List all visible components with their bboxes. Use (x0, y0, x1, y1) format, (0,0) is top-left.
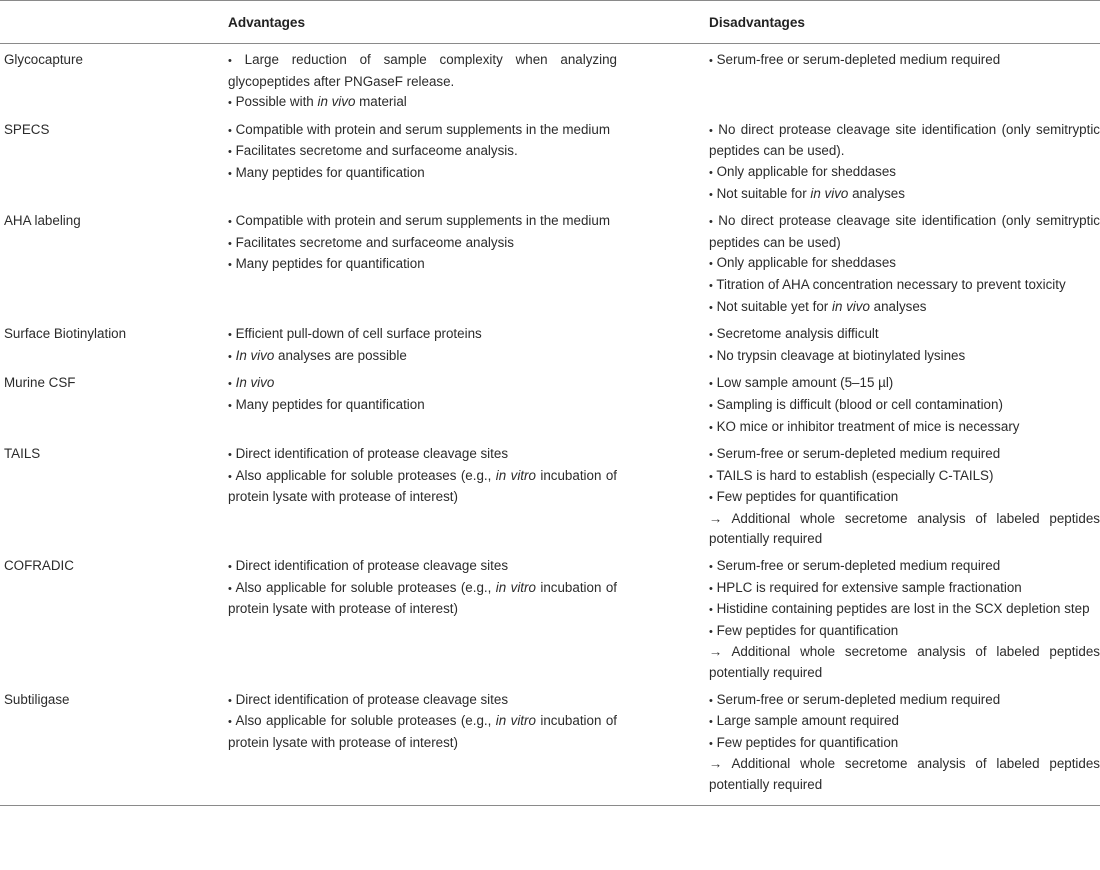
list-item-text: Only applicable for sheddases (716, 163, 896, 179)
table-row (0, 205, 1100, 318)
bullet-icon: • (228, 470, 232, 483)
list-item (228, 211, 617, 233)
disadvantages-list (709, 556, 1100, 684)
advantages-list (228, 556, 617, 620)
list-item (709, 417, 1100, 439)
disadvantages-list (709, 324, 1100, 367)
header-method (0, 1, 228, 44)
bullet-icon: • (709, 378, 713, 391)
bullet-icon: • (228, 216, 232, 229)
list-item (709, 211, 1100, 253)
list-item (709, 509, 1100, 550)
disadvantages-cell (709, 438, 1100, 550)
list-item-text: Many peptides for quantification (235, 396, 425, 412)
advantages-cell (228, 318, 709, 367)
list-item (228, 466, 617, 508)
bullet-icon: • (709, 55, 713, 67)
list-item (228, 120, 617, 142)
list-item (709, 487, 1100, 509)
bullet-icon: • (709, 301, 713, 314)
list-item-text: Direct identification of protease cleavage sites (235, 558, 509, 574)
list-item-text: Facilitates secretome and surfaceome analysis (235, 234, 514, 250)
list-item (709, 324, 1100, 346)
list-item (709, 578, 1100, 600)
advantages-list (228, 120, 617, 185)
list-item-text: Histidine containing peptides are lost in the SCX depletion step (716, 601, 1090, 617)
header-disadvantages: Disadvantages (709, 1, 1100, 44)
list-item-text: Also applicable for soluble proteases (e.g., in vitro incubation of protein lysate with protease of interest) (228, 579, 617, 617)
list-item-text: HPLC is required for extensive sample fractionation (716, 579, 1022, 595)
list-item (709, 253, 1100, 275)
list-item-text: Serum-free or serum-depleted medium required (716, 691, 1001, 707)
list-item-text: TAILS is hard to establish (especially C-TAILS) (716, 467, 994, 483)
list-item-text: Few peptides for quantification (716, 489, 899, 505)
list-item-text: No direct protease cleavage site identification (only semitryptic peptides can be used). (709, 121, 1100, 159)
list-item-text: Also applicable for soluble proteases (e.g., in vitro incubation of protein lysate with protease of interest) (228, 713, 617, 750)
list-item (709, 346, 1100, 368)
list-item (709, 711, 1100, 733)
list-item-text: Serum-free or serum-depleted medium required (716, 446, 1001, 462)
bullet-icon: • (228, 694, 232, 707)
disadvantages-cell (709, 114, 1100, 205)
bullet-icon: • (709, 421, 713, 434)
disadvantages-list (709, 120, 1100, 205)
list-item (709, 373, 1100, 395)
list-item-text: Few peptides for quantification (716, 622, 899, 638)
bullet-icon: • (228, 237, 232, 250)
bullet-icon: • (709, 694, 713, 707)
bullet-icon: • (228, 167, 232, 180)
list-item-text: Large sample amount required (716, 713, 899, 729)
bullet-icon: • (709, 216, 713, 229)
list-item-text: In vivo (235, 375, 275, 391)
list-item-text: Compatible with protein and serum supplements in the medium (235, 121, 610, 137)
list-item-text: Many peptides for quantification (235, 164, 425, 180)
bullet-icon: • (709, 625, 713, 638)
bullet-icon: • (709, 350, 713, 363)
table-body (0, 44, 1100, 806)
advantages-list (228, 373, 617, 416)
list-item (228, 141, 617, 163)
list-item (228, 690, 617, 712)
list-item-text: Sampling is difficult (blood or cell contamination) (716, 396, 1003, 412)
list-item (709, 754, 1100, 795)
advantages-list (228, 211, 617, 276)
bullet-icon: • (228, 449, 232, 462)
list-item (228, 324, 617, 346)
bullet-icon: • (228, 399, 232, 412)
bullet-icon: • (709, 279, 713, 292)
bullet-icon: • (228, 146, 232, 159)
bullet-icon: • (228, 259, 232, 272)
list-item-text: KO mice or inhibitor treatment of mice is necessary (716, 418, 1020, 434)
list-item-text: Only applicable for sheddases (716, 255, 896, 271)
table-row (0, 550, 1100, 684)
method-cell: Subtiligase (0, 684, 228, 805)
list-item (228, 395, 617, 417)
list-item (709, 275, 1100, 297)
bullet-icon: • (709, 449, 713, 462)
list-item-text: Low sample amount (5–15 µl) (716, 375, 894, 391)
table-row (0, 684, 1100, 805)
arrow-icon: → (709, 644, 723, 660)
list-item (709, 690, 1100, 712)
table-row (0, 367, 1100, 438)
advantages-list (228, 444, 617, 508)
method-cell: SPECS (4, 121, 50, 137)
method-cell: TAILS (4, 446, 41, 462)
disadvantages-cell (709, 550, 1100, 684)
bullet-icon: • (709, 492, 713, 505)
bullet-icon: • (709, 399, 713, 412)
list-item (228, 373, 617, 395)
bullet-icon: • (228, 350, 232, 363)
list-item-text: Efficient pull-down of cell surface proteins (235, 326, 482, 342)
list-item (709, 444, 1100, 466)
list-item-text: No direct protease cleavage site identification (only semitryptic peptides can be used) (709, 213, 1100, 250)
bullet-icon: • (228, 716, 232, 729)
list-item (709, 466, 1100, 488)
bullet-icon: • (228, 124, 232, 137)
list-item (709, 184, 1100, 206)
list-item-text: Additional whole secretome analysis of labeled peptides potentially required (709, 510, 1100, 547)
list-item-text: Compatible with protein and serum supplements in the medium (235, 213, 610, 229)
bullet-icon: • (709, 258, 713, 271)
list-item (228, 556, 617, 578)
advantages-cell (228, 44, 709, 114)
disadvantages-list (709, 211, 1100, 318)
bullet-icon: • (709, 124, 713, 137)
method-cell: Murine CSF (4, 375, 76, 391)
list-item-text: Additional whole secretome analysis of labeled peptides potentially required (709, 756, 1100, 792)
bullet-icon: • (228, 329, 232, 342)
table-row (0, 438, 1100, 550)
list-item (228, 444, 617, 466)
list-item-text: Additional whole secretome analysis of labeled peptides potentially required (709, 644, 1100, 681)
bullet-icon: • (228, 378, 232, 391)
list-item (709, 395, 1100, 417)
list-item (709, 162, 1100, 184)
bullet-icon: • (709, 561, 713, 574)
disadvantages-cell (709, 367, 1100, 438)
bullet-icon: • (709, 582, 713, 595)
arrow-icon: → (709, 756, 723, 772)
method-cell: Surface Biotinylation (4, 326, 127, 342)
advantages-cell (228, 367, 709, 438)
list-item (709, 642, 1100, 683)
list-item-text: Titration of AHA concentration necessary to prevent toxicity (716, 276, 1066, 292)
advantages-cell (228, 550, 709, 684)
list-item-text: Serum-free or serum-depleted medium required (716, 52, 1001, 67)
list-item (228, 346, 617, 368)
bullet-icon: • (709, 737, 713, 750)
list-item-text: Also applicable for soluble proteases (e.g., in vitro incubation of protein lysate with protease of interest) (228, 467, 617, 505)
list-item (709, 120, 1100, 162)
bullet-icon: • (228, 582, 232, 595)
bullet-icon: • (709, 470, 713, 483)
list-item (228, 50, 617, 92)
disadvantages-cell (709, 44, 1100, 114)
disadvantages-list (709, 444, 1100, 550)
bullet-icon: • (228, 97, 232, 110)
header-advantages: Advantages (228, 1, 709, 44)
list-item-text: Not suitable yet for in vivo analyses (716, 298, 927, 314)
disadvantages-cell (709, 684, 1100, 805)
method-cell: AHA labeling (4, 213, 81, 229)
advantages-cell (228, 205, 709, 318)
table-row (0, 44, 1100, 114)
list-item (709, 556, 1100, 578)
bullet-icon: • (709, 716, 713, 729)
list-item-text: Direct identification of protease cleavage sites (235, 446, 509, 462)
disadvantages-cell (709, 205, 1100, 318)
advantages-list (228, 50, 617, 114)
list-item-text: No trypsin cleavage at biotinylated lysines (716, 347, 966, 363)
advantages-cell (228, 684, 709, 805)
advantages-list (228, 324, 617, 367)
arrow-icon: → (709, 510, 723, 526)
advantages-list (228, 690, 617, 754)
list-item (228, 163, 617, 185)
list-item (228, 92, 617, 114)
list-item-text: Possible with in vivo material (235, 94, 407, 110)
bullet-icon: • (228, 561, 232, 574)
list-item (228, 233, 617, 255)
bullet-icon: • (228, 55, 232, 67)
method-cell: Glycocapture (4, 52, 83, 67)
list-item-text: Direct identification of protease cleavage sites (235, 691, 509, 707)
disadvantages-list (709, 50, 1100, 72)
bullet-icon: • (709, 604, 713, 617)
bullet-icon: • (709, 329, 713, 342)
list-item-text: Serum-free or serum-depleted medium required (716, 558, 1001, 574)
bullet-icon: • (709, 188, 713, 201)
disadvantages-list (709, 690, 1100, 796)
method-cell: COFRADIC (4, 558, 74, 574)
list-item (709, 50, 1100, 72)
disadvantages-cell (709, 318, 1100, 367)
advantages-cell (228, 438, 709, 550)
list-item (709, 297, 1100, 319)
list-item (228, 578, 617, 620)
list-item-text: In vivo analyses are possible (235, 347, 407, 363)
disadvantages-list (709, 373, 1100, 438)
list-item-text: Many peptides for quantification (235, 256, 425, 272)
table-row (0, 318, 1100, 367)
list-item-text: Facilitates secretome and surfaceome analysis. (235, 143, 518, 159)
table-header-row (0, 1, 1100, 44)
list-item (228, 711, 617, 753)
advantages-cell (228, 114, 709, 205)
list-item (228, 254, 617, 276)
list-item-text: Not suitable for in vivo analyses (716, 185, 905, 201)
bullet-icon: • (709, 166, 713, 179)
table-row (0, 114, 1100, 205)
list-item (709, 621, 1100, 643)
list-item (709, 599, 1100, 621)
list-item-text: Few peptides for quantification (716, 734, 899, 750)
list-item (709, 733, 1100, 755)
list-item-text: Secretome analysis difficult (716, 326, 879, 342)
list-item-text: Large reduction of sample complexity when analyzing glycopeptides after PNGaseF release. (228, 52, 617, 89)
